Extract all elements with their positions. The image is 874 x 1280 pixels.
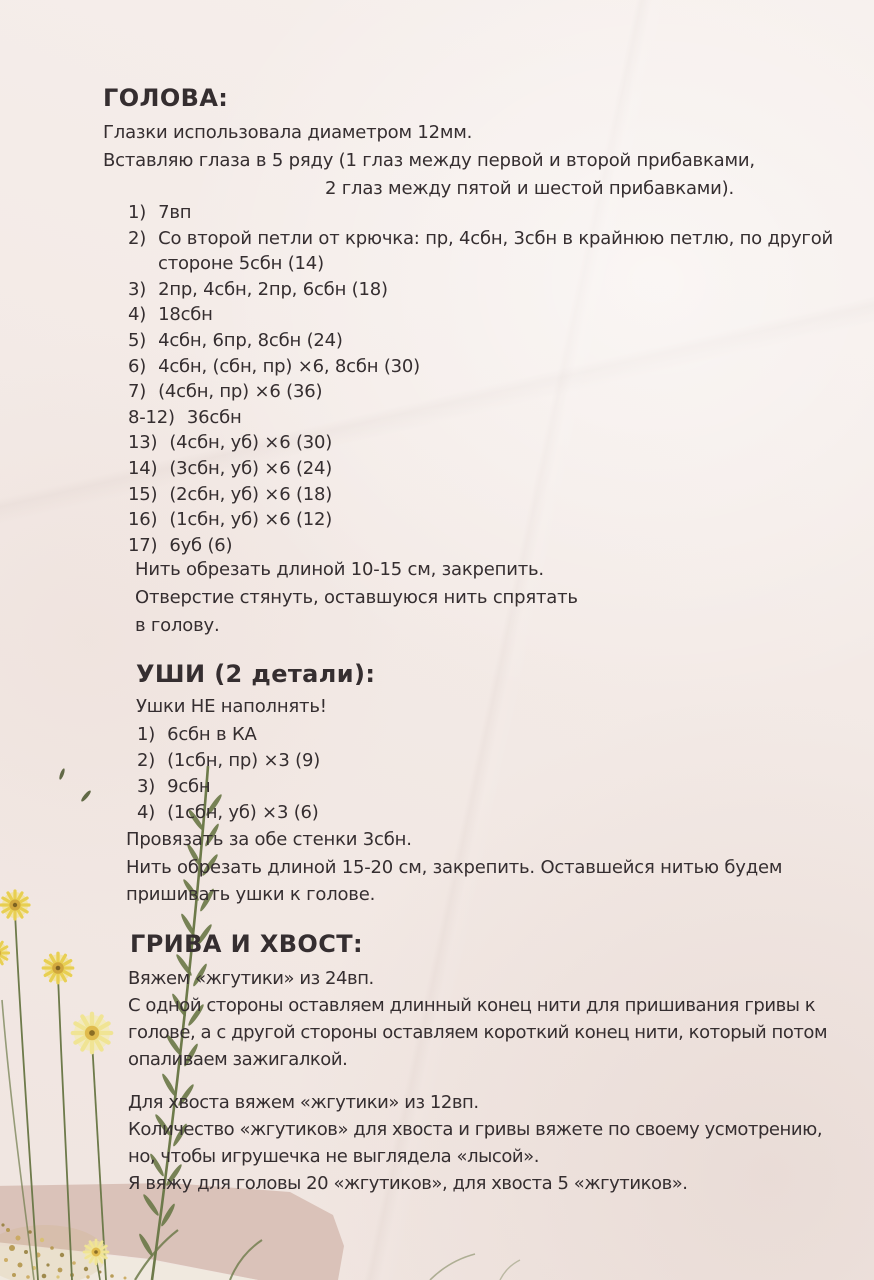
paragraph-line: но, чтобы игрушечка не выглядела «лысой». <box>128 1146 540 1167</box>
pattern-row <box>128 405 833 431</box>
row-instruction: (4сбн, уб) ×6 (30) <box>169 432 333 454</box>
row-instruction: 6сбн в КА <box>167 724 257 745</box>
row-instruction: (3сбн, уб) ×6 (24) <box>169 457 333 479</box>
row-number: 4) <box>128 304 147 326</box>
row-instruction: 4сбн, (сбн, пр) ×6, 8сбн (30) <box>158 355 420 377</box>
pattern-row <box>128 430 833 456</box>
row-number: 16) <box>128 509 158 531</box>
paragraph-line: Вяжем «жгутики» из 24вп. <box>128 968 374 989</box>
ears-pattern-rows <box>137 722 320 826</box>
pattern-row <box>137 774 320 800</box>
paragraph-line: Количество «жгутиков» для хвоста и гривы вяжете по своему усмотрению, <box>128 1119 823 1140</box>
pattern-row <box>137 748 320 774</box>
row-number: 8-12) <box>128 406 175 428</box>
note-line: Нить обрезать длиной 15-20 см, закрепить. Оставшейся нитью будем <box>126 856 783 878</box>
paragraph-line: голове, а с другой стороны оставляем короткий конец нити, который потом <box>128 1022 828 1043</box>
ears-warning: Ушки НЕ наполнять! <box>136 696 327 717</box>
note-line: Отверстие стянуть, оставшуюся нить спрятать <box>135 587 578 608</box>
head-notes <box>135 556 578 640</box>
row-number: 15) <box>128 483 158 505</box>
row-instruction-continuation: стороне 5сбн (14) <box>158 253 324 275</box>
section-title-head: ГОЛОВА: <box>103 84 229 112</box>
row-instruction: 6уб (6) <box>169 534 233 556</box>
row-instruction: (1сбн, пр) ×3 (9) <box>167 750 321 771</box>
row-instruction: 7вп <box>158 202 192 223</box>
row-instruction: 4сбн, 6пр, 8сбн (24) <box>158 329 343 351</box>
row-instruction: Со второй петли от крючка: пр, 4сбн, 3сбн в крайнюю петлю, по другой <box>158 227 834 249</box>
note-line: Провязать за обе стенки 3сбн. <box>126 829 412 850</box>
pattern-row <box>137 800 320 826</box>
paragraph-line: Для хвоста вяжем «жгутики» из 12вп. <box>128 1092 479 1113</box>
row-number: 4) <box>137 802 156 823</box>
intro-line: Глазки использовала диаметром 12мм. <box>103 122 473 143</box>
section-title-ears: УШИ (2 детали): <box>136 660 376 688</box>
row-number: 17) <box>128 534 158 556</box>
row-instruction: (4сбн, пр) ×6 (36) <box>158 381 323 403</box>
row-instruction: (1сбн, уб) ×6 (12) <box>169 509 333 531</box>
pattern-row <box>128 507 833 533</box>
intro-line: 2 глаз между пятой и шестой прибавками). <box>325 178 734 199</box>
head-intro <box>103 119 755 203</box>
row-instruction: 2пр, 4сбн, 2пр, 6сбн (18) <box>158 278 388 300</box>
head-pattern-rows <box>128 200 833 558</box>
pattern-row <box>137 722 320 748</box>
note-line: пришивать ушки к голове. <box>126 884 376 905</box>
pattern-row <box>128 302 833 328</box>
pattern-row <box>128 456 833 482</box>
mane-paragraph-1 <box>128 965 827 1073</box>
row-number: 14) <box>128 457 158 479</box>
row-number: 7) <box>128 381 147 403</box>
pattern-row <box>128 200 833 226</box>
paragraph-line: С одной стороны оставляем длинный конец нити для пришивания гривы к <box>128 995 816 1016</box>
row-number: 5) <box>128 329 147 351</box>
paragraph-line: опаливаем зажигалкой. <box>128 1049 348 1070</box>
section-title-mane-tail: ГРИВА И ХВОСТ: <box>130 930 364 958</box>
row-instruction: 36сбн <box>186 406 242 428</box>
row-number: 2) <box>128 227 147 249</box>
row-number: 3) <box>137 776 156 797</box>
pattern-row <box>128 533 833 559</box>
ears-notes <box>126 826 782 909</box>
pattern-row <box>128 226 833 252</box>
note-line: Нить обрезать длиной 10-15 см, закрепить. <box>135 559 544 580</box>
pattern-row <box>128 328 833 354</box>
row-number: 1) <box>137 724 156 745</box>
pattern-row <box>128 379 833 405</box>
row-number: 13) <box>128 432 158 454</box>
row-number: 2) <box>137 750 156 771</box>
row-number: 6) <box>128 355 147 377</box>
paragraph-line: Я вяжу для головы 20 «жгутиков», для хвоста 5 «жгутиков». <box>128 1173 688 1194</box>
row-instruction: 18сбн <box>158 304 213 326</box>
intro-line: Вставляю глаза в 5 ряду (1 глаз между первой и второй прибавками, <box>103 150 755 171</box>
row-number: 3) <box>128 278 147 300</box>
pattern-row <box>128 277 833 303</box>
row-instruction: 9сбн <box>167 776 211 797</box>
mane-paragraph-2 <box>128 1089 822 1197</box>
note-line: в голову. <box>135 615 220 636</box>
row-instruction: (2сбн, уб) ×6 (18) <box>169 483 333 505</box>
row-instruction: (1сбн, уб) ×3 (6) <box>167 802 319 823</box>
row-number: 1) <box>128 202 147 223</box>
pattern-row <box>128 354 833 380</box>
pattern-row <box>128 482 833 508</box>
